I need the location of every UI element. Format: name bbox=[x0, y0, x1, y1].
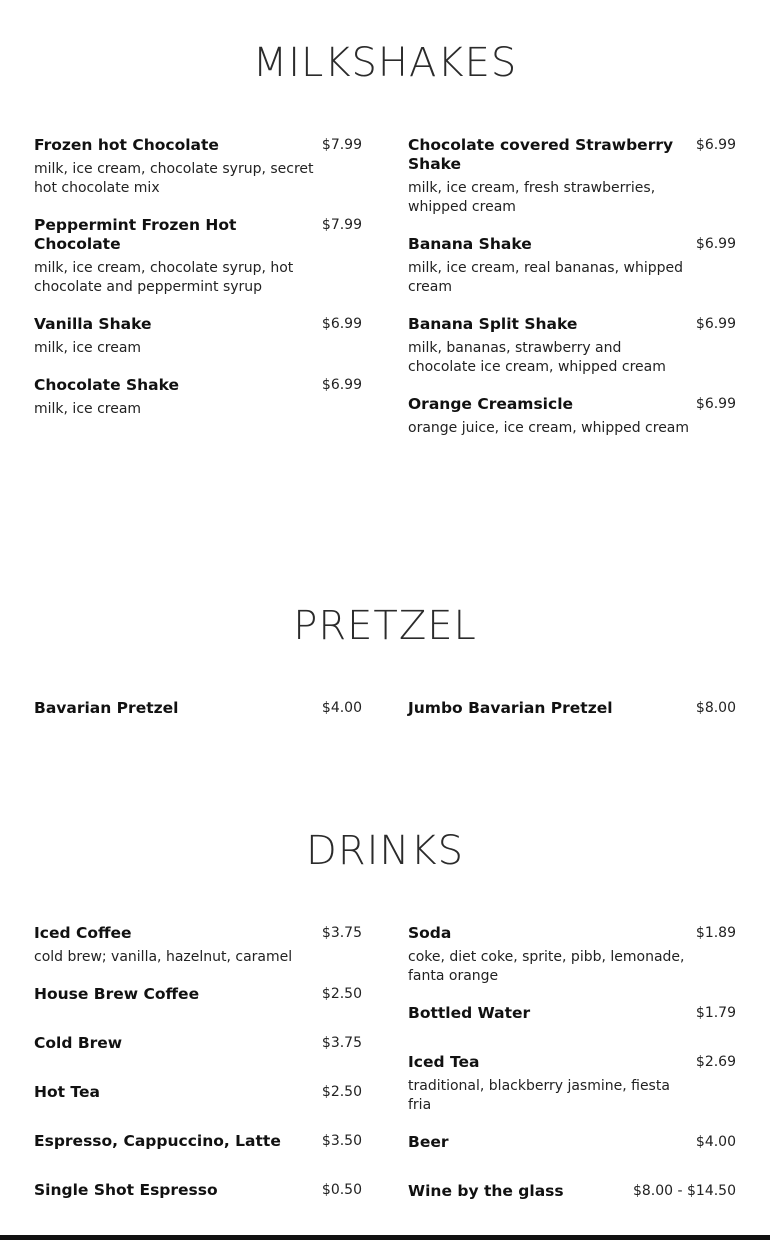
item-name: Banana Split Shake bbox=[408, 315, 578, 333]
section-title-milkshakes: MILKSHAKES bbox=[252, 40, 518, 86]
item-description: milk, ice cream bbox=[34, 401, 142, 417]
item-price: $2.50 bbox=[321, 986, 362, 1002]
item-description: milk, ice cream bbox=[34, 340, 142, 356]
item-name: House Brew Coffee bbox=[34, 985, 200, 1003]
item-price: $6.99 bbox=[321, 377, 362, 393]
item-description: traditional, blackberry jasmine, fiesta fria bbox=[408, 1078, 670, 1113]
item-price: $6.99 bbox=[695, 137, 736, 153]
item-name: Jumbo Bavarian Pretzel bbox=[408, 699, 613, 717]
item-name: Iced Tea bbox=[408, 1053, 480, 1071]
item-price: $3.50 bbox=[321, 1133, 362, 1149]
bottom-divider bbox=[0, 1235, 770, 1240]
item-price: $2.69 bbox=[695, 1054, 736, 1070]
item-price: $3.75 bbox=[321, 925, 362, 941]
item-price: $7.99 bbox=[321, 137, 362, 153]
item-price: $8.00 bbox=[695, 700, 736, 716]
item-description: milk, ice cream, chocolate syrup, secret hot chocolate mix bbox=[34, 161, 314, 196]
menu-item bbox=[408, 1133, 736, 1152]
menu-item bbox=[408, 924, 736, 986]
item-name: Single Shot Espresso bbox=[34, 1181, 218, 1199]
milkshakes-left-column bbox=[34, 136, 362, 437]
menu-item bbox=[408, 699, 736, 718]
item-price: $6.99 bbox=[695, 316, 736, 332]
item-name: Wine by the glass bbox=[408, 1182, 564, 1200]
section-title-drinks: DRINKS bbox=[306, 828, 464, 874]
menu-item bbox=[34, 1034, 362, 1053]
item-name: Vanilla Shake bbox=[34, 315, 152, 333]
item-price: $4.00 bbox=[321, 700, 362, 716]
menu-item bbox=[34, 315, 362, 358]
item-description: milk, bananas, strawberry and chocolate ice cream, whipped cream bbox=[408, 340, 666, 375]
pretzel-right-column bbox=[408, 699, 736, 736]
menu-item bbox=[408, 136, 736, 217]
item-name: Chocolate Shake bbox=[34, 376, 180, 394]
item-price: $1.89 bbox=[695, 925, 736, 941]
item-name: Iced Coffee bbox=[34, 924, 132, 942]
menu-item bbox=[408, 235, 736, 297]
item-price: $6.99 bbox=[695, 236, 736, 252]
item-price: $6.99 bbox=[695, 396, 736, 412]
item-name: Frozen hot Chocolate bbox=[34, 136, 219, 154]
item-price: $2.50 bbox=[321, 1084, 362, 1100]
menu-item bbox=[408, 1053, 736, 1115]
item-description: coke, diet coke, sprite, pibb, lemonade, fanta orange bbox=[408, 949, 685, 984]
item-description: cold brew; vanilla, hazelnut, caramel bbox=[34, 949, 293, 965]
item-price: $4.00 bbox=[695, 1134, 736, 1150]
drinks-left-column bbox=[34, 924, 362, 1218]
item-description: milk, ice cream, fresh strawberries, whipped cream bbox=[408, 180, 656, 215]
item-name: Soda bbox=[408, 924, 452, 942]
item-price: $3.75 bbox=[321, 1035, 362, 1051]
item-price: $8.00 - $14.50 bbox=[632, 1183, 736, 1199]
section-title-pretzel: PRETZEL bbox=[293, 603, 477, 649]
item-name: Bottled Water bbox=[408, 1004, 531, 1022]
item-name: Cold Brew bbox=[34, 1034, 123, 1052]
item-name: Beer bbox=[408, 1133, 449, 1151]
item-name: Peppermint Frozen Hot Chocolate bbox=[34, 216, 237, 253]
menu-item bbox=[34, 1181, 362, 1200]
item-price: $0.50 bbox=[321, 1182, 362, 1198]
menu-item bbox=[34, 136, 362, 198]
item-description: milk, ice cream, chocolate syrup, hot chocolate and peppermint syrup bbox=[34, 260, 294, 295]
item-name: Espresso, Cappuccino, Latte bbox=[34, 1132, 281, 1150]
item-price: $7.99 bbox=[321, 217, 362, 233]
menu-item bbox=[34, 985, 362, 1004]
menu-item bbox=[408, 315, 736, 377]
item-name: Hot Tea bbox=[34, 1083, 100, 1101]
menu-item bbox=[34, 1083, 362, 1102]
item-name: Chocolate covered Strawberry Shake bbox=[408, 136, 674, 173]
item-price: $6.99 bbox=[321, 316, 362, 332]
menu-item bbox=[34, 924, 362, 967]
item-description: milk, ice cream, real bananas, whipped cream bbox=[408, 260, 683, 295]
drinks-right-column bbox=[408, 924, 736, 1219]
menu-item bbox=[408, 1182, 736, 1201]
menu-item bbox=[34, 699, 362, 718]
item-description: orange juice, ice cream, whipped cream bbox=[408, 420, 690, 436]
milkshakes-right-column bbox=[408, 136, 736, 456]
menu-item bbox=[34, 216, 362, 297]
menu-item bbox=[408, 395, 736, 438]
item-name: Orange Creamsicle bbox=[408, 395, 574, 413]
menu-item bbox=[34, 1132, 362, 1151]
item-name: Bavarian Pretzel bbox=[34, 699, 179, 717]
item-price: $1.79 bbox=[695, 1005, 736, 1021]
pretzel-left-column bbox=[34, 699, 362, 736]
menu-item bbox=[408, 1004, 736, 1023]
menu-item bbox=[34, 376, 362, 419]
item-name: Banana Shake bbox=[408, 235, 532, 253]
